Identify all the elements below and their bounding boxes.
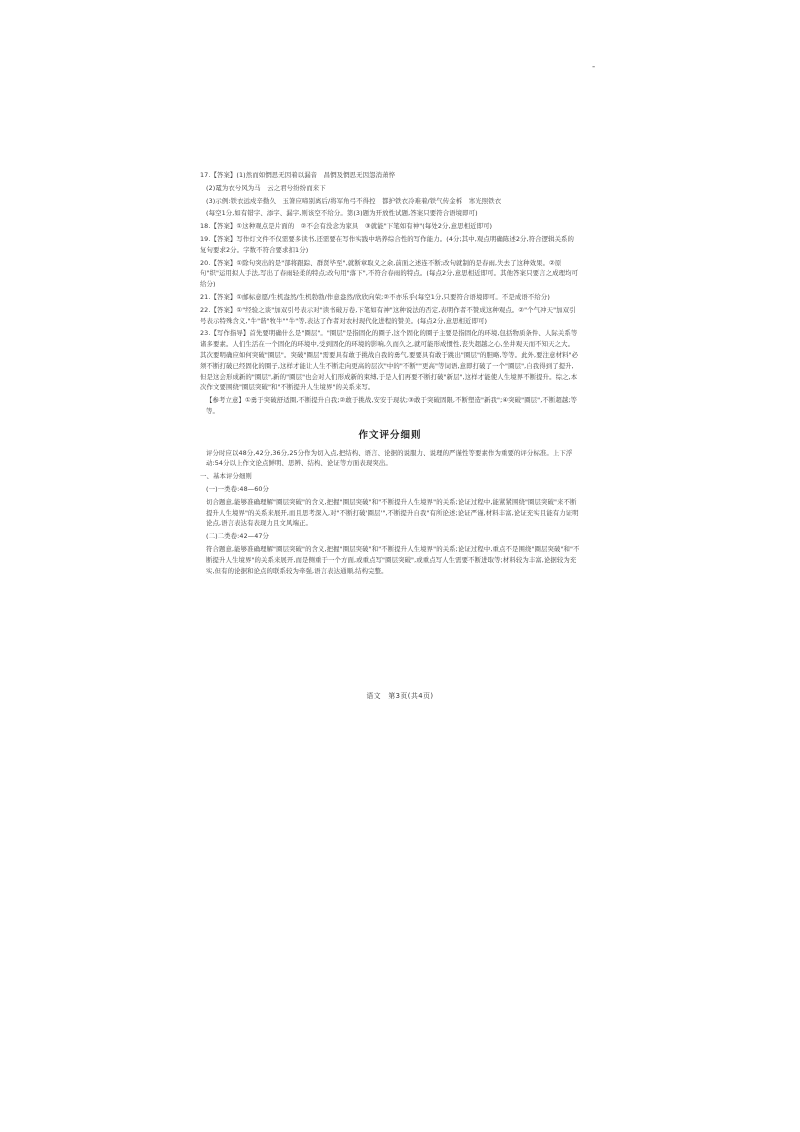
answer-paragraph: 20.【答案】①除句突出的是"部将跟踪、群贤毕至",就断章取义之余,前面之述连不断;改句就制的是春雨,失去了这种效果。②原句"织"运用拟人手法,写出了春雨轻柔的特点;改句用"落下",不符合春雨的特点。(每点2分,意思相近即可。其他答案只要言之成理均可给分) xyxy=(200,258,579,289)
answer-paragraph: 符合题意,能够准确理解"圈层突破"的含义,把握"圈层突破"和"不断提升人生境界"的关系;论证过程中,重点不是围绕"圈层突破"和"不断提升人生境界"的关系来展开,而是侧重于一个方面,或重点写"圈层突破",或重点写人生需要不断进取等;材料较为丰富,论据较为充实,但有的论据和论点的联系较为牵强,语言表达通顺,结构完整。 xyxy=(206,544,580,575)
answer-paragraph: (每空1分,如有错字、添字、漏字,则该空不给分。第(3)题为开放性试题,答案只要符合语境即可) xyxy=(206,209,478,218)
answer-paragraph: (2)鼋为衣兮风为马 云之君兮纷纷而来下 xyxy=(206,183,326,192)
page-footer: 语文 第3页(共4页) xyxy=(366,692,434,700)
answer-paragraph: 18.【答案】①这种观点是片面的 ②不会有没念为家具 ③就能"下笔如有神"(每处2分,意思相近即可) xyxy=(200,222,493,231)
answer-paragraph: (3)示例:铁衣远戍辛勤久 玉箸应啼别离后/将军角弓不得控 都护铁衣冷难着/铁气传金柝 寒光照铁衣 xyxy=(206,196,502,205)
answer-paragraph: 22.【答案】①"经验之谈"加双引号表示对"读书破万卷,下笔如有神"这种说法的否定,表明作者不赞成这种观点。②"个气冲天"加双引号表示特殊含义,"牛"谐"牧牛""牛"等,表达了作者对农村现代化进程的赞美。(每点2分,意思相近即可) xyxy=(200,305,576,325)
answer-paragraph: (二)二类卷:42—47分 xyxy=(206,532,270,541)
corner-mark: - xyxy=(592,62,596,72)
answer-paragraph: 21.【答案】①邮标意愿/生机盎然/生机勃勃/作意盎然/欣欣向荣;②不亦乐乎(每空1分,只要符合语境即可。不是成语不给分) xyxy=(200,292,550,301)
answer-paragraph: 17.【答案】(1)然而如惘思无因着以漏音 昌惘及惘思无因怨消萧悴 xyxy=(200,171,396,179)
section-title: 作文评分细则 xyxy=(358,429,422,441)
answer-paragraph: 评分时应以48分,42分,36分,25分作为切入点,把结构、语言、论据的说服力、说理的严谨性等要素作为重要的评分标准。上下浮动:54分以上作文论点鲜明、思辨、结构、论证等方面表现突出。 xyxy=(206,448,573,468)
answer-paragraph: 【参考立意】①勇于突破舒适圈,不断提升自我;②敢于挑战,安安于现状;③敢于突破固限,不断塑造"新我";④突破"圈层",不断超越;等等。 xyxy=(206,396,578,415)
answer-paragraph: 23.【写作指导】首先要明确什么是"圈层"。"圈层"是指固化的圈子,这个固化的圈子主要是指固化的环境,包括物质条件、人际关系等诸多要素。人们生活在一个固化的环境中,受到固化的环境的影响,久而久之,就可能形成惯性,丧失超越之心,坐井观天而不知天之大。其次要明确应如何突破"圈层"。突破"圈层"需要具有敢于挑战自我的勇气,要要具有敢于跳出"圈层"的胆略,等等。此外,要注意材料"必须不断打破已经固化的圈子,这样才能让人生不断走向更高的层次"中的"不断""更高"等词语,意即打破了一个"圈层",自我得到了提升,但是这会形成新的"圈层",新的"圈层"也会对人们形成新的束缚,于是人们再要不断打破"新层",这样才能使人生境界不断提升。综之,本次作文要围绕"圈层突破"和"不断提升人生境界"的关系来写。 xyxy=(200,329,579,392)
answer-paragraph: (一)一类卷:48—60分 xyxy=(206,484,270,493)
answer-paragraph: 一、基本评分细则 xyxy=(200,472,252,481)
answer-paragraph: 19.【答案】写作灯文件不仅需要多读书,还需要在写作实践中培养综合性的写作能力。(4分;其中,观点明确陈述2分,符合逻辑关系的复句要求2分。字数不符合要求扣1分) xyxy=(200,234,575,254)
answer-paragraph: 切合题意,能够准确理解"圈层突破"的含义,把握"圈层突破"和"不断提升人生境界"的关系;论证过程中,能紧紧围绕"圈层突破"来不断提升人生境界"的关系来展开,而且思考深入,对"不断打破'圈层'",不断提升自我"有所论述;论证严谨,材料丰富,论证充实且能有力证明论点,语言表达有表现力且文风端正。 xyxy=(206,497,579,528)
answer-content xyxy=(200,170,580,578)
